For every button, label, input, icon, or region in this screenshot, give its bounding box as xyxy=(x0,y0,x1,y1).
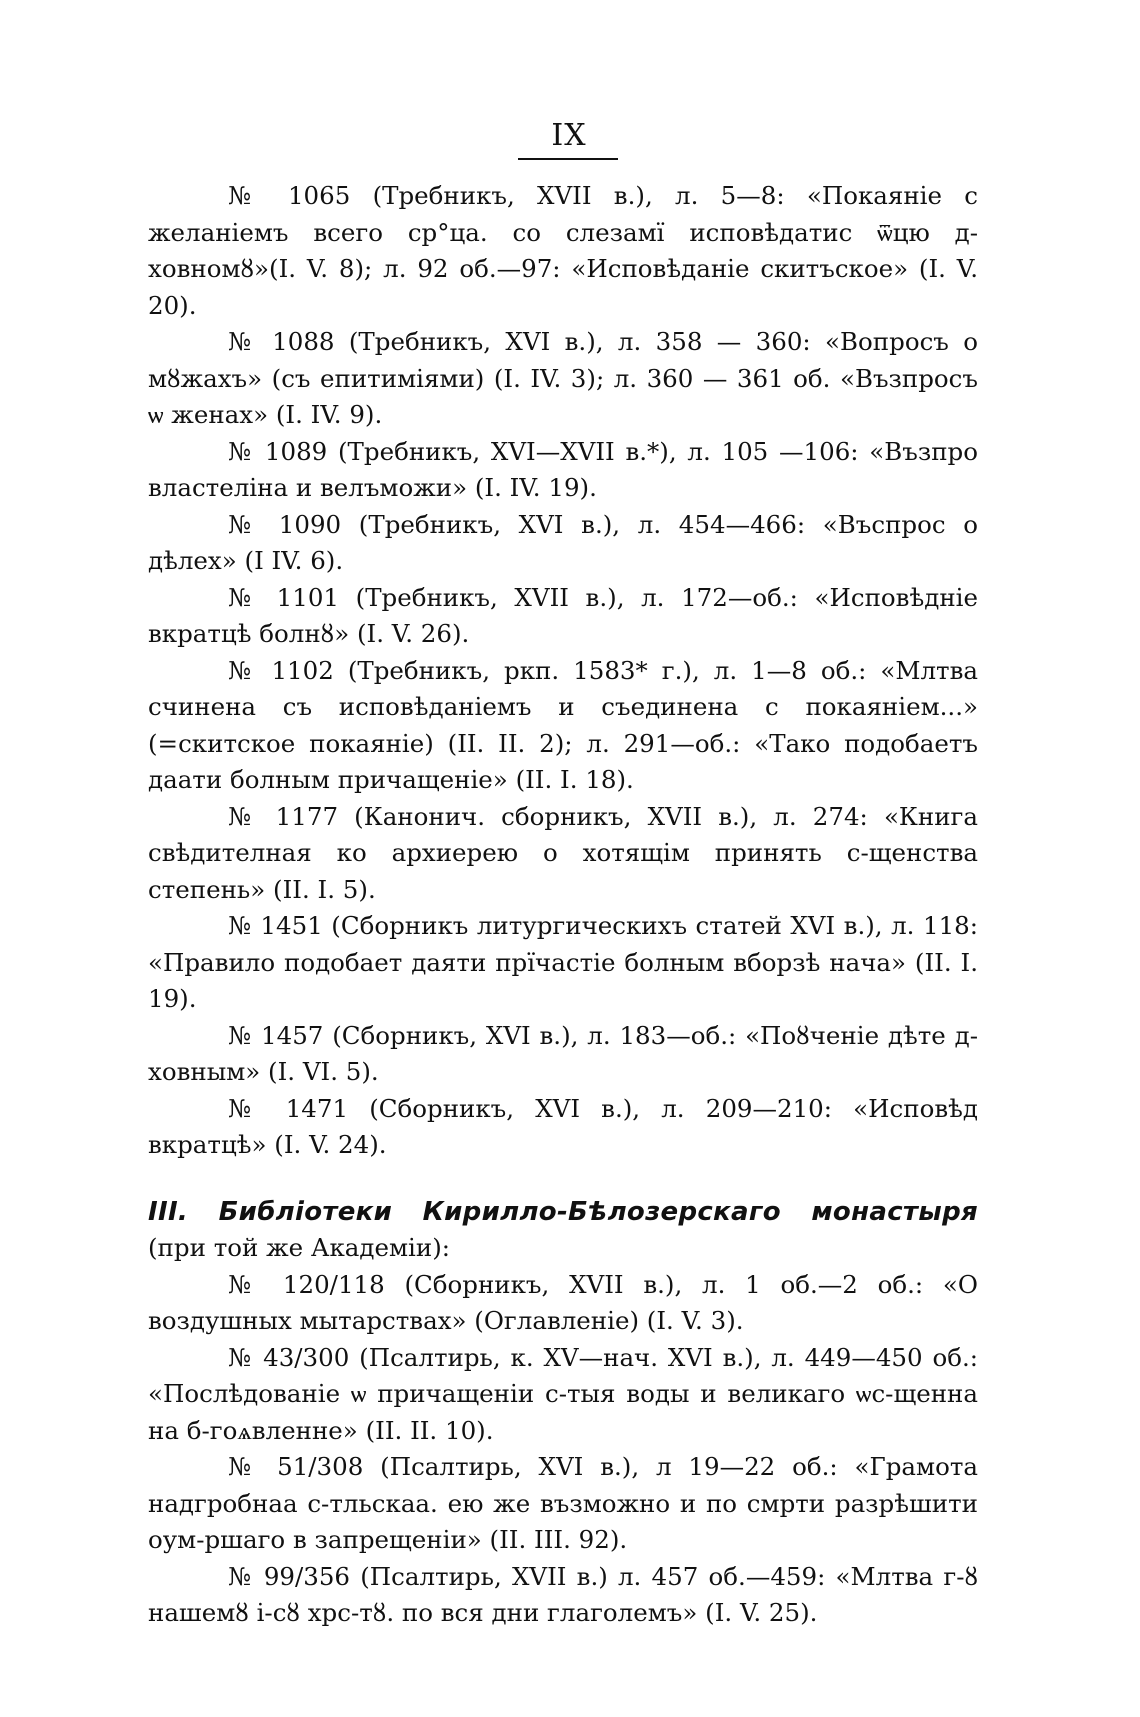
section-subtitle: (при той же Академіи): xyxy=(148,1233,451,1262)
entry-120-118: № 120/118 (Сборникъ, XVII в.), л. 1 об.—2 об.: «О воздушных мытарствах» (Оглавленіе) (I. V. 3). xyxy=(148,1269,978,1335)
entry-1088: № 1088 (Требникъ, XVI в.), л. 358 — 360: «Вопросъ о мȣжахъ» (съ епитиміями) (I. IV. 3); л. 360 — 361 об. «Възпросъ ѡ женах» (I. IV. 9). xyxy=(148,327,978,429)
section-heading xyxy=(148,1194,978,1267)
header-rule xyxy=(518,158,618,160)
entry-1177: № 1177 (Канонич. сборникъ, XVII в.), л. 274: «Книга свѣдителная ко архиерею о хотящім принять с-щенства степень» (II. I. 5). xyxy=(148,801,978,904)
entry-99-356: № 99/356 (Псалтирь, XVII в.) л. 457 об.—459: «Млтва г-ȣ нашемȣ і-сȣ хрс-тȣ. по вся дни глаголемъ» (I. V. 25). xyxy=(148,1561,978,1627)
entry-1065: № 1065 (Требникъ, XVII в.), л. 5—8: «Покаяніе с желаніемъ всего ср°ца. со слезамї исповѣдатис ѿцю д-ховномȣ»(I. V. 8); л. 92 об.—97: «Исповѣданіе скитъское» (I. V. 20). xyxy=(148,181,978,320)
entry-1089: № 1089 (Требникъ, XVI—XVII в.*), л. 105 —106: «Възпро властеліна и велъможи» (I. IV. 19). xyxy=(148,436,978,502)
page-body xyxy=(148,178,978,1632)
entry-1451: № 1451 (Сборникъ литургическихъ статей XVI в.), л. 118: «Правило подобает даяти прїчастіе болным вборзѣ нача» (II. I. 19). xyxy=(148,911,978,1013)
entry-51-308: № 51/308 (Псалтирь, XVI в.), л 19—22 об.: «Грамота надгробнаа с-тльскаа. ею же възможно и по смрти разрѣшити оум-ршаго в запрещеніи» (II. III. 92). xyxy=(148,1452,978,1554)
entry-1471: № 1471 (Сборникъ, XVI в.), л. 209—210: «Исповѣд вкратцѣ» (I. V. 24). xyxy=(148,1093,978,1159)
entry-1457: № 1457 (Сборникъ, XVI в.), л. 183—об.: «Поȣченіе дѣте д-ховным» (I. VI. 5). xyxy=(148,1020,978,1086)
entry-1102: № 1102 (Требникъ, ркп. 1583* г.), л. 1—8 об.: «Млтва счинена съ исповѣданіемъ и съединена с покаяніем...» (=скитское покаяніе) (II. II. 2); л. 291—об.: «Тако подобаетъ даати болным причащеніе» (II. I. 18). xyxy=(148,655,978,794)
section-title: III. Библіотеки Кирилло-Бѣлозерскаго монастыря xyxy=(148,1196,978,1227)
entry-1101: № 1101 (Требникъ, XVII в.), л. 172—об.: «Исповѣдніе вкратцѣ болнȣ» (I. V. 26). xyxy=(148,582,978,648)
page-number: IX xyxy=(551,118,587,153)
entry-43-300: № 43/300 (Псалтирь, к. XV—нач. XVI в.), л. 449—450 об.: «Послѣдованіе ѡ причащеніи с-тыя воды и великаго ѡс-щенна на б-гоѧвленне» (II. II. 10). xyxy=(148,1342,978,1445)
entry-1090: № 1090 (Требникъ, XVI в.), л. 454—466: «Въспрос о дѣлех» (I IV. 6). xyxy=(148,509,978,575)
